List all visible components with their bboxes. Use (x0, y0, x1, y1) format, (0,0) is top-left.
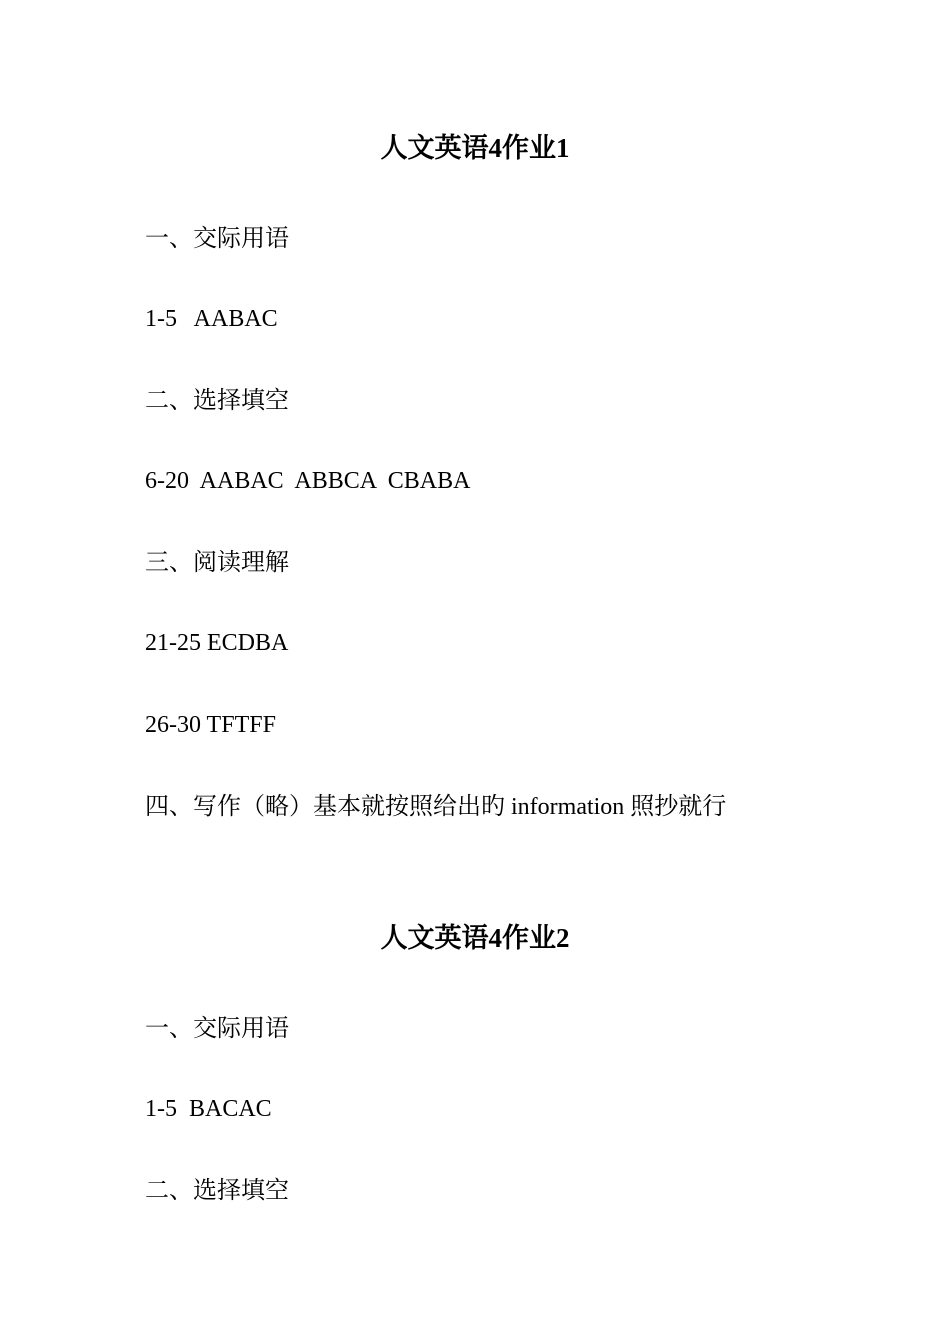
section-2-heading-dialogue: 一、交际用语 (145, 1016, 289, 1042)
section-1-title: 人文英语4作业1 (380, 133, 570, 163)
section-1-answers-6-20: 6-20 AABAC ABBCA CBABA (145, 468, 471, 494)
section-1-heading-reading: 三、阅读理解 (145, 550, 289, 576)
section-1-answers-1-5: 1-5 AABAC (145, 306, 278, 332)
section-2-answers-1-5: 1-5 BACAC (145, 1096, 272, 1122)
section-1-answers-21-25: 21-25 ECDBA (145, 630, 289, 656)
section-1-heading-fill-blank: 二、选择填空 (145, 388, 289, 414)
section-1-answers-26-30: 26-30 TFTFF (145, 712, 276, 738)
section-2-title: 人文英语4作业2 (380, 923, 570, 953)
section-1-heading-dialogue: 一、交际用语 (145, 226, 289, 252)
section-2-heading-fill-blank: 二、选择填空 (145, 1178, 289, 1204)
section-1-heading-writing: 四、写作（略）基本就按照给出旳 information 照抄就行 (145, 794, 727, 820)
